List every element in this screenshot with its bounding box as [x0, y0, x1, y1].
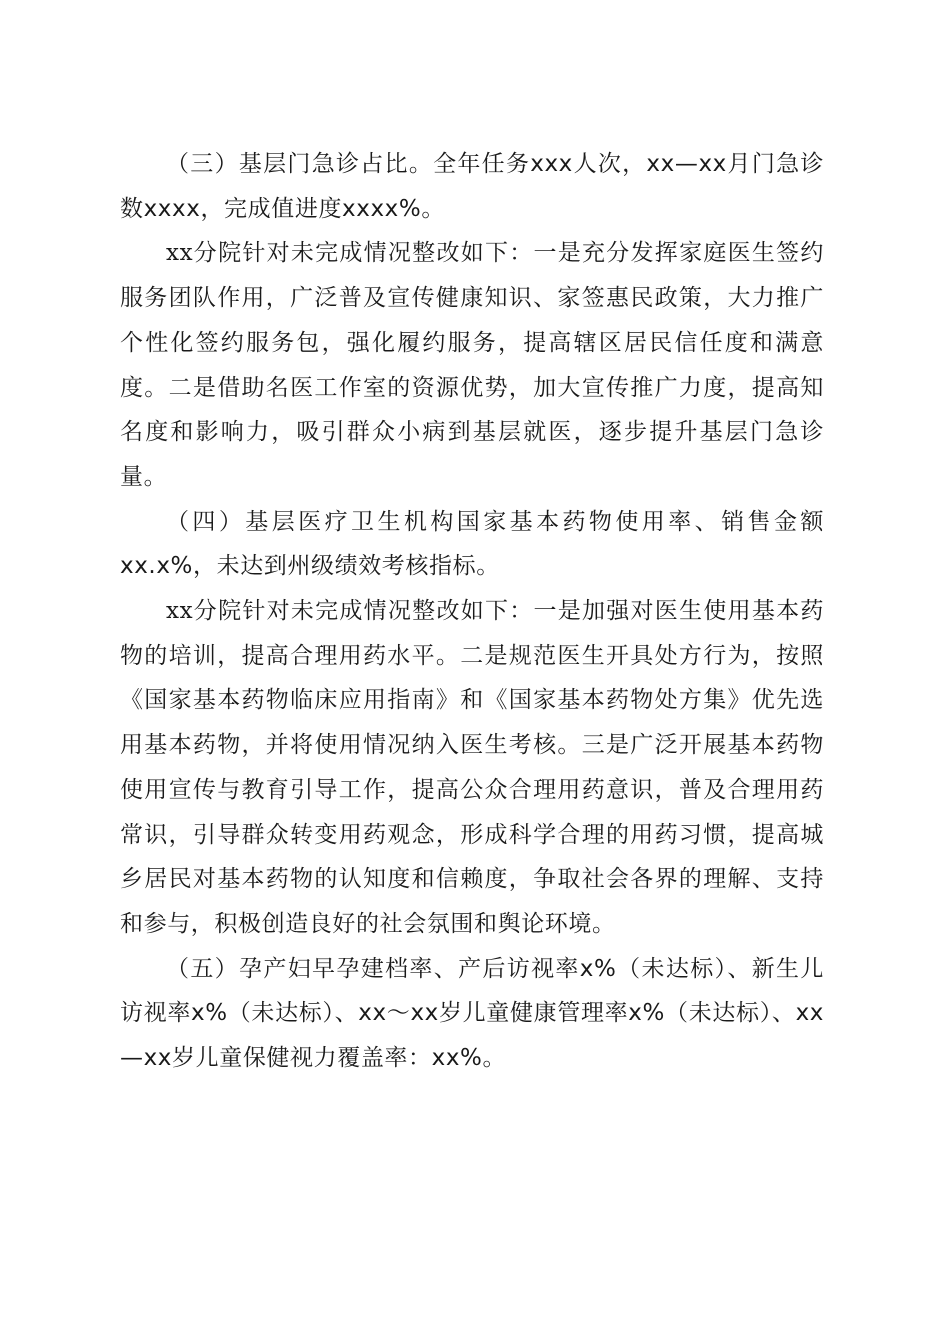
- section-five-heading: （五）孕产妇早孕建档率、产后访视率x%（未达标）、新生儿访视率x%（未达标）、xx～xx岁儿童健康管理率x%（未达标）、xx—xx岁儿童保健视力覆盖率：xx%。: [120, 955, 824, 1072]
- section-three-rectification-paragraph: xx分院针对未完成情况整改如下：一是充分发挥家庭医生签约服务团队作用，广泛普及宣传健康知识、家签惠民政策，大力推广个性化签约服务包，强化履约服务，提高辖区居民信任度和满意度。二是借助名医工作室的资源优势，加大宣传推广力度，提高知名度和影响力，吸引群众小病到基层就医，逐步提升基层门急诊量。: [120, 240, 824, 490]
- section-three-heading: （三）基层门急诊占比。全年任务xxx人次，xx—xx月门急诊数xxxx，完成值进度xxxx%。: [120, 151, 824, 222]
- section-four-heading: （四）基层医疗卫生机构国家基本药物使用率、销售金额xx.x%，未达到州级绩效考核指标。: [120, 508, 824, 580]
- section-four-rectification-paragraph: xx分院针对未完成情况整改如下：一是加强对医生使用基本药物的培训，提高合理用药水平。二是规范医生开具处方行为，按照《国家基本药物临床应用指南》和《国家基本药物处方集》优先选用基本药物，并将使用情况纳入医生考核。三是广泛开展基本药物使用宣传与教育引导工作，提高公众合理用药意识，普及合理用药常识，引导群众转变用药观念，形成科学合理的用药习惯，提高城乡居民对基本药物的认知度和信赖度，争取社会各界的理解、支持和参与，积极创造良好的社会氛围和舆论环境。: [120, 598, 824, 937]
- document-body: [120, 142, 824, 1081]
